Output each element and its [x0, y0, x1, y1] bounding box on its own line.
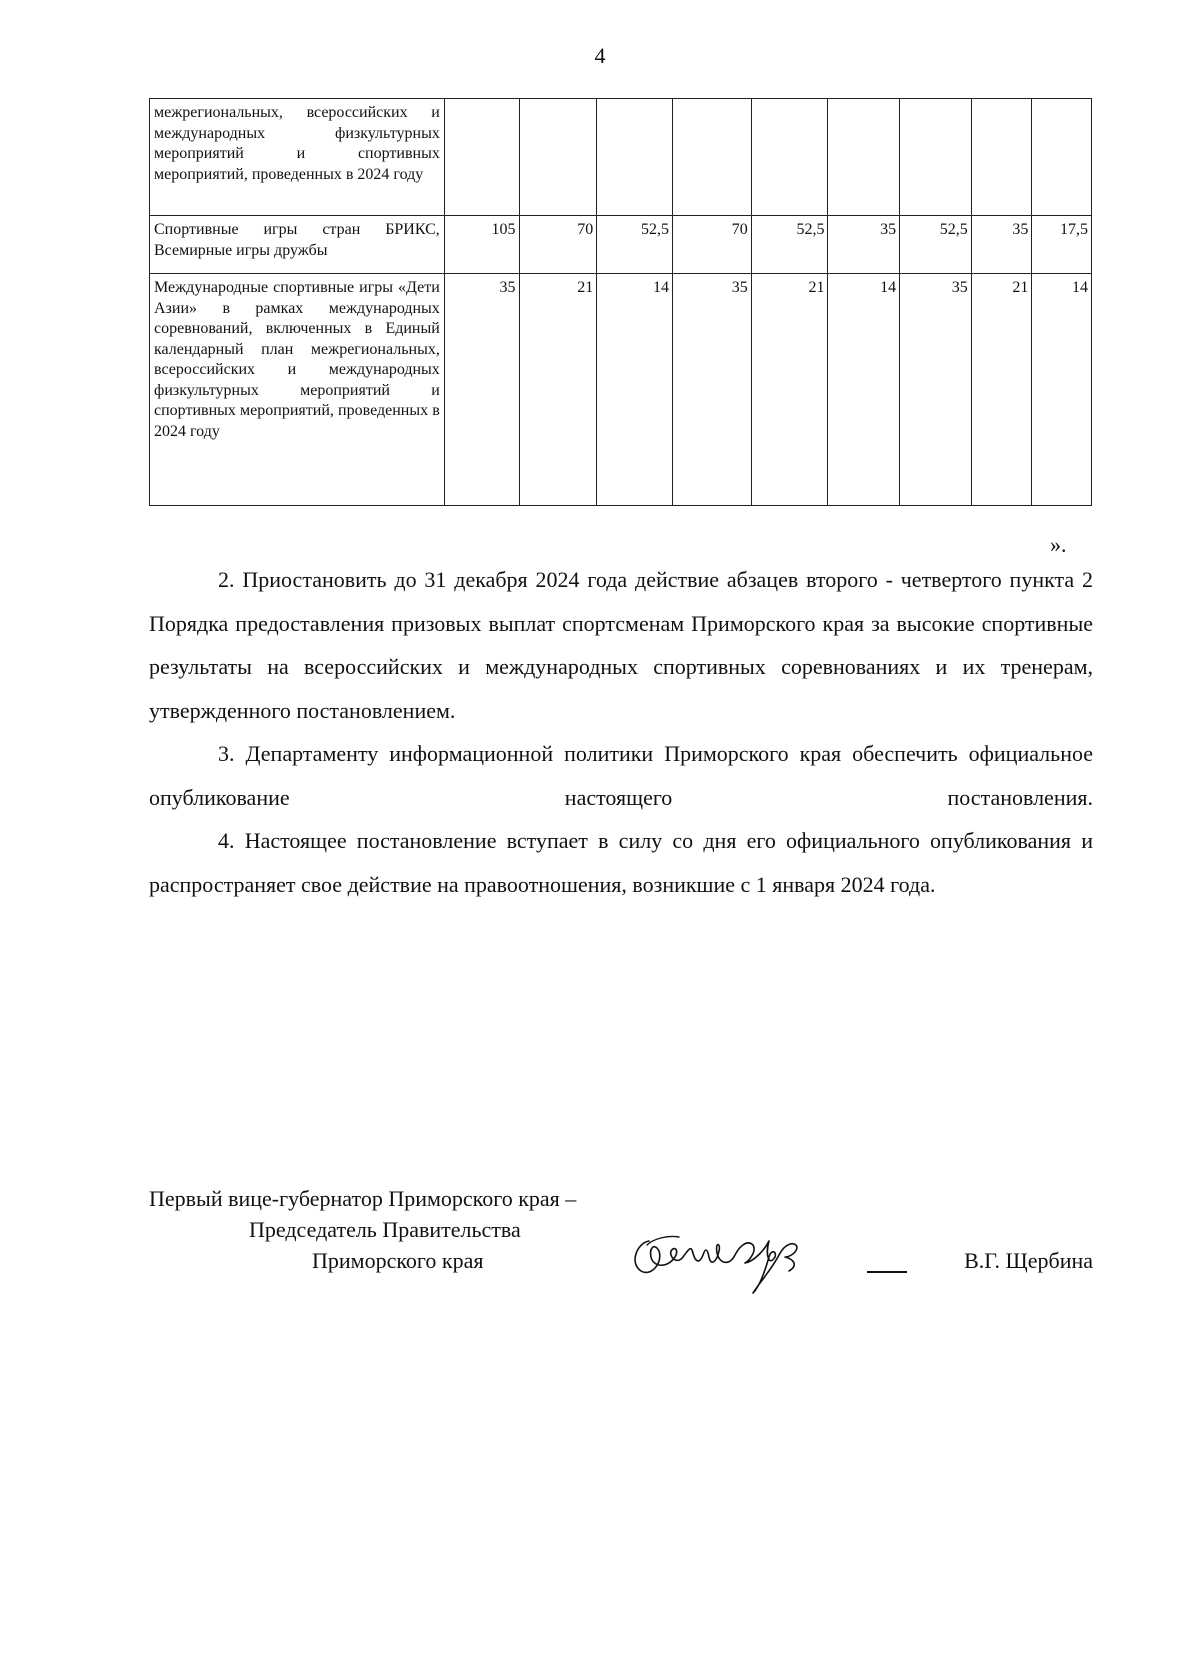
signatory-position: Первый вице-губернатор Приморского края – — [149, 1186, 577, 1211]
table-cell — [519, 99, 597, 216]
signature-block — [149, 1183, 1093, 1303]
signatory-position: Председатель Правительства — [249, 1217, 521, 1242]
table-cell: 35 — [828, 216, 900, 274]
table-cell — [1032, 99, 1092, 216]
table-cell — [971, 99, 1032, 216]
table-cell: 35 — [971, 216, 1032, 274]
table-cell: 70 — [672, 216, 751, 274]
table-cell: 35 — [900, 274, 972, 506]
table-cell: 105 — [444, 216, 519, 274]
table-cell: 14 — [1032, 274, 1092, 506]
row-description: Международные спортивные игры «Дети Азии» в рамках международных соревнований, включенных в Единый календарный план межрегиональных, всероссийских и международных физкультурных мероприятий и спортивных мероприятий, проведенных в 2024 году — [150, 274, 445, 506]
table-row — [150, 274, 1092, 506]
paragraph-3: 3. Департаменту информационной политики Приморского края обеспечить официальное опубликование настоящего постановления. — [149, 741, 1093, 810]
table-cell: 17,5 — [1032, 216, 1092, 274]
row-description: межрегиональных, всероссийских и международных физкультурных мероприятий и спортивных мероприятий, проведенных в 2024 году — [150, 99, 445, 216]
paragraph-2: 2. Приостановить до 31 декабря 2024 года действие абзацев второго - четвертого пункта 2 Порядка предоставления призовых выплат спортсменам Приморского края за высокие спортивные результаты на всероссийских и международных спортивных соревнованиях и их тренерам, утвержденного постановлением. — [149, 567, 1093, 723]
table-row — [150, 99, 1092, 216]
table-cell — [900, 99, 972, 216]
table-cell: 21 — [519, 274, 597, 506]
table-cell: 21 — [971, 274, 1032, 506]
table-cell: 52,5 — [597, 216, 673, 274]
signatory-position: Приморского края — [312, 1248, 484, 1273]
signature-dash — [867, 1271, 907, 1273]
table-cell — [828, 99, 900, 216]
table-cell — [751, 99, 828, 216]
closing-quote: ». — [1050, 532, 1067, 557]
prize-payments-table — [149, 98, 1092, 506]
table-cell: 52,5 — [751, 216, 828, 274]
handwritten-signature — [619, 1211, 849, 1301]
table-cell: 70 — [519, 216, 597, 274]
table-cell: 35 — [672, 274, 751, 506]
table-cell: 52,5 — [900, 216, 972, 274]
table-cell: 14 — [597, 274, 673, 506]
table-cell: 14 — [828, 274, 900, 506]
signatory-name: В.Г. Щербина — [964, 1248, 1093, 1273]
table-cell — [444, 99, 519, 216]
page-number: 4 — [594, 43, 606, 68]
resolution-body — [149, 558, 1093, 906]
table-cell — [597, 99, 673, 216]
table-cell — [672, 99, 751, 216]
table-cell: 35 — [444, 274, 519, 506]
row-description: Спортивные игры стран БРИКС, Всемирные игры дружбы — [150, 216, 445, 274]
table-row — [150, 216, 1092, 274]
paragraph-4: 4. Настоящее постановление вступает в силу со дня его официального опубликования и распространяет свое действие на правоотношения, возникшие с 1 января 2024 года. — [149, 828, 1093, 897]
table-cell: 21 — [751, 274, 828, 506]
